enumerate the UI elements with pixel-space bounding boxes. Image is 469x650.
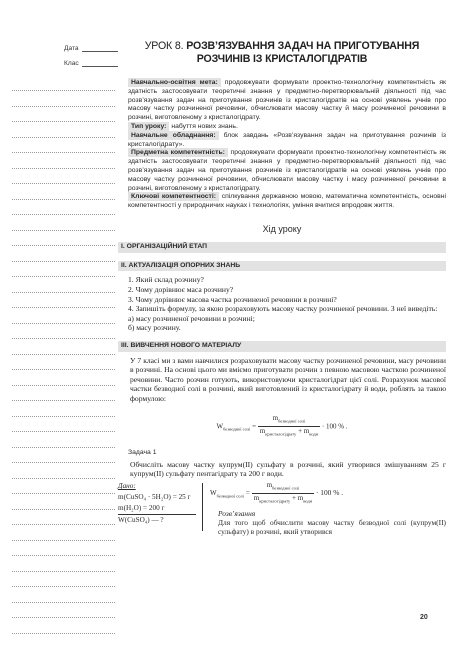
note-line [12,90,115,91]
question-4: 4. Запишіть формулу, за якою розраховують масову частку розчиненої речовини. З неї виведіть: [128,304,438,314]
solution-column: $W_{безводної солі}$ = $\frac{m_{безводної солі}}{m_{кристалогідрату} + m_{води}}$ · 100 % . Розв’язання Для того щоб обчислити масову частку безводної солі (купрум(ІІ) сульфату) в розчині, який утворився [210,481,446,537]
sub-item-b: б) масу розчину. [128,323,181,333]
note-line [12,478,115,479]
section-1-heading: І. ОРГАНІЗАЦІЙНИЙ ЕТАП [118,242,446,253]
note-line [12,571,115,572]
note-line [12,338,115,339]
given-block: Дано: m(CuSO₄ · 5H₂O) = 25 г m(H₂O) = 200 г W(CuSO₄) — ? [118,481,202,526]
note-line [12,152,115,153]
note-line [12,617,115,618]
question-2: 2. Чому дорівнює маса розчину? [128,284,234,294]
page-number: 20 [420,614,428,621]
intro-paragraph: У 7 класі ми з вами навчилися розраховувати масову частку розчиненої речовини, масу речовини в розчині. На основі цього ми вміємо приготувати розчин з певною масовою часткою розчиненої речовини. Часто розчин готують, використовуючи кристалогідрат цієї солі. Розрахунок масової частки безводної солі в розчині, який виготовлений із кристалогідрату й води, роблять за такою формулою: [130,355,446,404]
note-line [12,555,115,556]
notes-margin [0,0,118,650]
goal-paragraph: Навчально-освітня мета: продовжувати формувати проектно-технологічну компетентність як здатність застосовувати теоретичні знання у предметно-перетворювальній діяльності під час розв’язування задач на приготування розчинів із кристалогідратів на основі уявлень учнів про масову частку розчиненої речовини, обчислювати масову частку й масу розчиненої речовини в розчині, виготовленому з кристалогідрату. [128,79,446,122]
date-field[interactable]: Дата [64,45,118,52]
note-line [12,586,115,587]
note-line [12,199,115,200]
note-line [12,230,115,231]
subject-competence: Предметна компетентність: продовжувати формувати проектно-технологічну компетентність як здатність застосовувати теоретичні знання у предметно-перетворювальній діяльності під час розв’язування задач на приготування розчинів із кристалогідратів на основі уявлень учнів про масову частку розчиненої речовини, обчислювати масову частку і масу розчиненої речовини в розчині, виготовленому з кристалогідрату. [128,149,446,192]
note-line [12,509,115,510]
note-line [12,276,115,277]
note-line [12,323,115,324]
note-line [12,462,115,463]
note-line [12,416,115,417]
question-1: 1. Який склад розчину? [128,275,204,285]
note-line [12,106,115,107]
task-label: Задача 1 [128,449,157,457]
note-line [12,431,115,432]
note-line [12,633,115,634]
note-line [12,168,115,169]
note-line [12,400,115,401]
note-line [12,524,115,525]
note-line [12,137,115,138]
class-field[interactable]: Клас [64,60,118,67]
note-line [12,602,115,603]
task-text: Обчисліть масову частку купрум(ІІ) сульфату в розчині, який утворився змішуванням 25 г купрум(ІІ) сульфату пентагідрату та 200 г води. [130,459,446,479]
note-line [12,354,115,355]
note-line [12,369,115,370]
mass-fraction-formula: $W_{безводної солі}$ = $\frac{m_{безводної солі}}{m_{кристалогідрату} + m_{води}}$ · 100 % . [216,413,348,437]
note-line [12,245,115,246]
note-line [12,183,115,184]
lesson-type: Тип уроку: набуття нових знань. [118,123,446,132]
note-line [12,292,115,293]
section-3-heading: ІІІ. ВИВЧЕННЯ НОВОГО МАТЕРІАЛУ [118,341,446,352]
key-competences: Ключові компетентності: спілкування державною мовою, математична компетентність, основні компетентності у природничих науках і технологіях, уміння вчитися впродовж життя. [128,193,446,210]
note-line [12,214,115,215]
sub-item-a: а) масу розчиненої речовини в розчині; [128,313,255,323]
lesson-title: УРОК 8. РОЗВ’ЯЗУВАННЯ ЗАДАЧ НА ПРИГОТУВАННЯ РОЗЧИНІВ ІЗ КРИСТАЛОГІДРАТІВ [144,40,420,65]
course-heading: Хід уроку [262,223,302,234]
lesson-content [118,40,446,537]
section-2-heading: ІІ. АКТУАЛІЗАЦІЯ ОПОРНИХ ЗНАНЬ [118,261,446,272]
note-line [12,307,115,308]
solution-block [118,481,446,537]
question-3: 3. Чому дорівнює масова частка розчиненої речовини в розчині? [128,294,337,304]
note-line [12,540,115,541]
note-line [12,385,115,386]
note-line [12,493,115,494]
note-line [12,261,115,262]
solution-formula: $W_{безводної солі}$ = $\frac{m_{безводної солі}}{m_{кристалогідрату} + m_{води}}$ · 100 % . [210,481,344,504]
note-line [12,447,115,448]
equipment: Навчальне обладнання: блок завдань «Розв’язування задач на приготування розчинів із кристалогідрату». [128,131,446,148]
note-line [12,121,115,122]
